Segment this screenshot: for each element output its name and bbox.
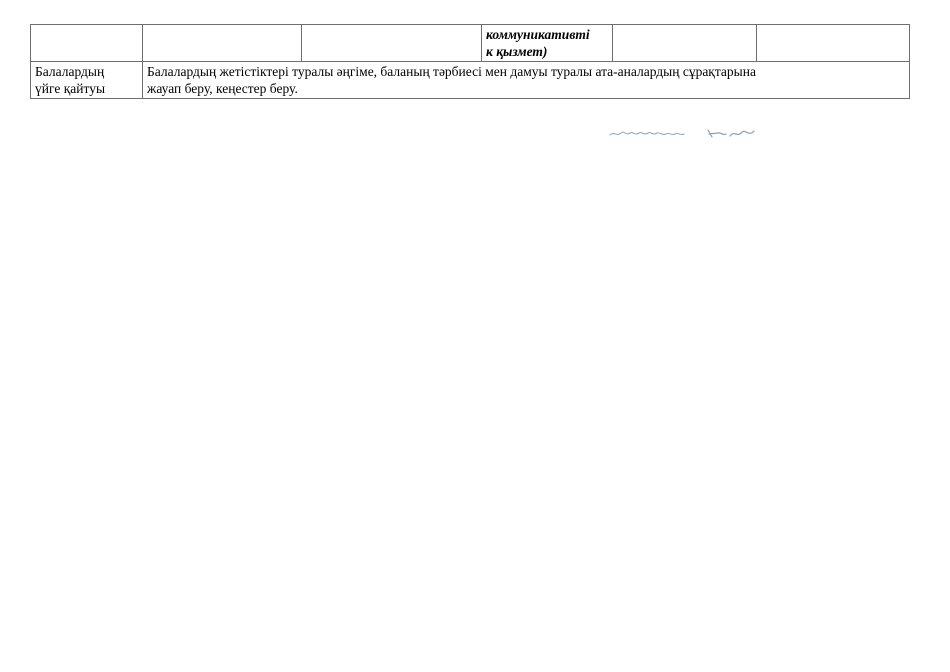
handwritten-signature-icon (608, 126, 760, 140)
activity-text-line: коммуникативті (486, 27, 590, 42)
table-cell (143, 25, 302, 62)
activity-text-line: к қызмет) (486, 44, 548, 59)
row-content-line: Балалардың жетістіктері туралы әңгіме, баланың тәрбиесі мен дамуы туралы ата-аналардың сұрақтарына (147, 64, 756, 79)
table-cell-activity (482, 25, 613, 62)
table-cell (613, 25, 757, 62)
table-row (31, 25, 910, 62)
table-row (31, 62, 910, 99)
row-label-line: үйге қайтуы (35, 81, 106, 96)
row-label-cell (31, 62, 143, 99)
table-cell (757, 25, 910, 62)
schedule-table (30, 24, 910, 99)
row-content-line: жауап беру, кеңестер беру. (147, 81, 298, 96)
row-label-line: Балалардың (35, 64, 105, 79)
row-content-cell (143, 62, 910, 99)
table-cell (302, 25, 482, 62)
table-cell (31, 25, 143, 62)
